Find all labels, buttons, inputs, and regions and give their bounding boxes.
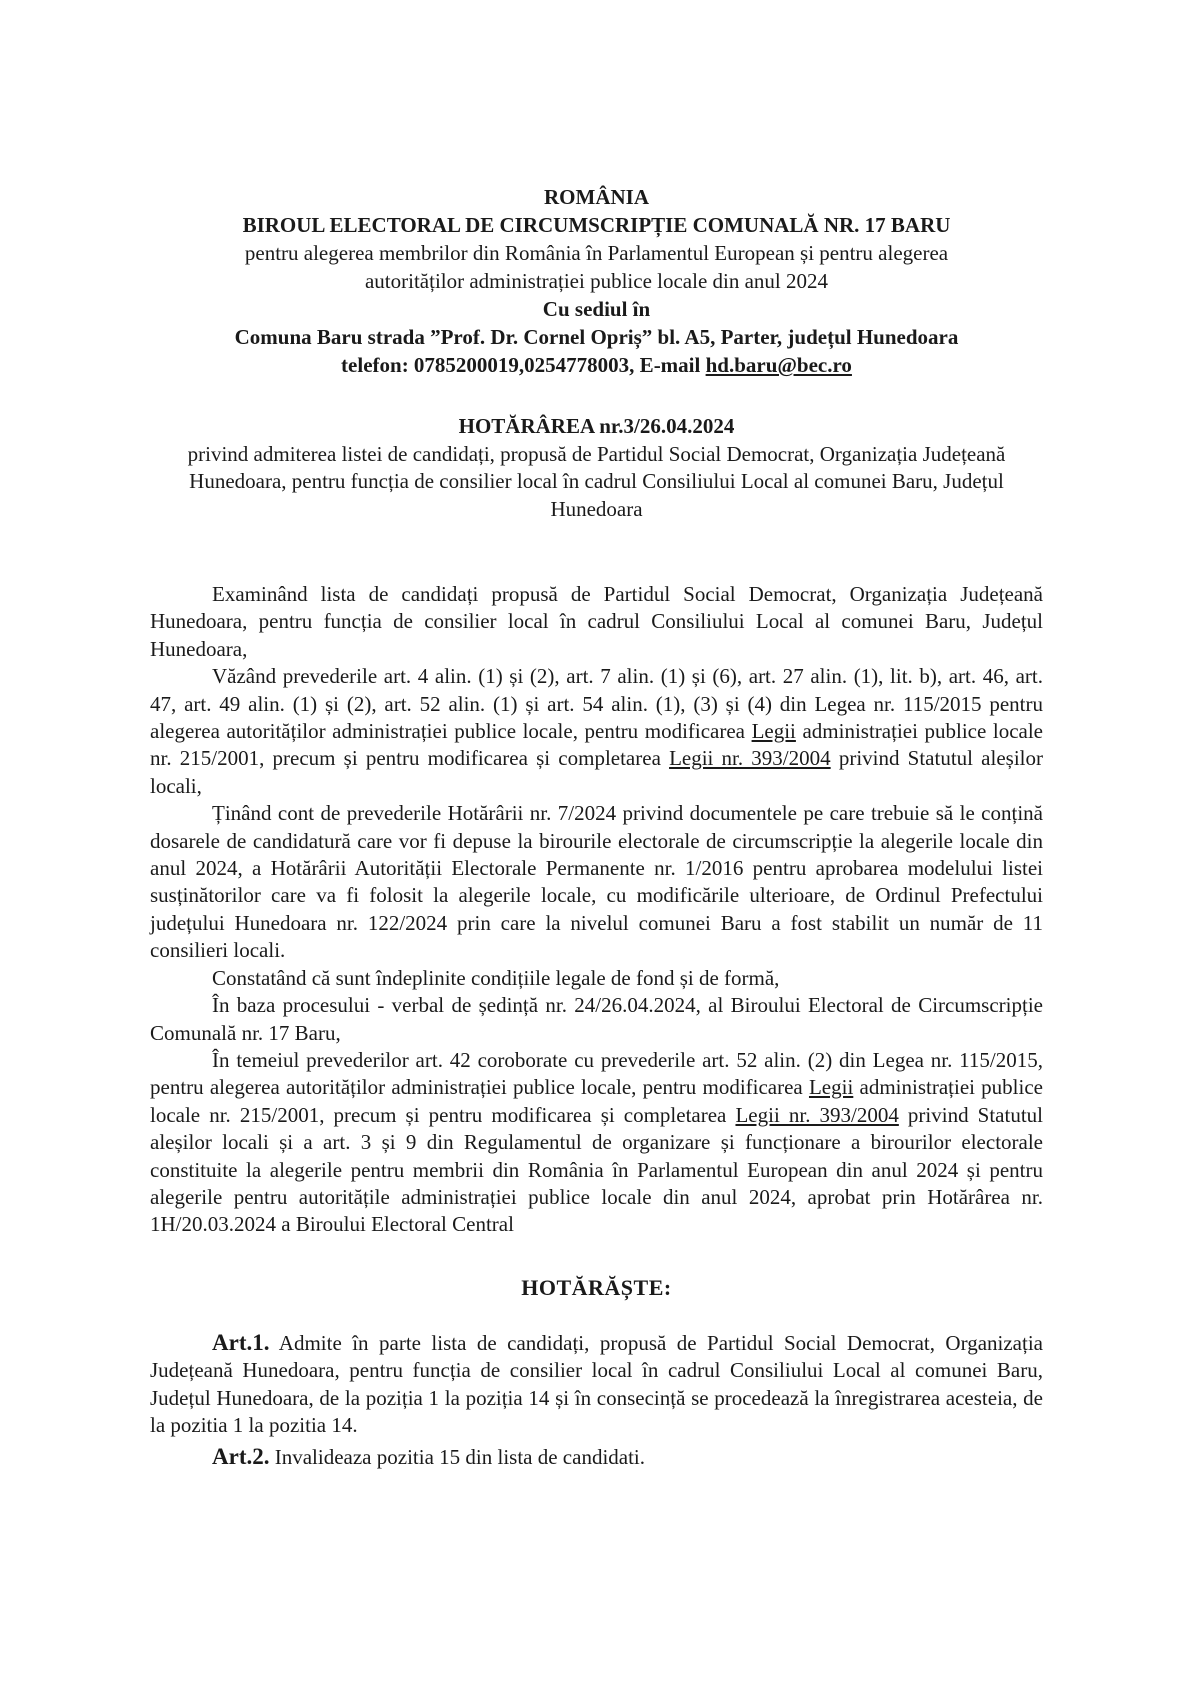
- decision-body: [150, 581, 1043, 1239]
- office-purpose-line-1: pentru alegerea membrilor din România în Parlamentul European și pentru alegerea: [244, 241, 949, 265]
- body-paragraph-examining: Examinând lista de candidați propusă de Partidul Social Democrat, Organizația Județeană Hunedoara, pentru funcția de consilier local în cadrul Consiliului Local al comunei Baru, Județul Hunedoara,: [150, 582, 1043, 661]
- contact-phones: telefon: 0785200019,0254778003, E-mail: [341, 353, 706, 377]
- body-paragraph-considering: Ținând cont de prevederile Hotărârii nr. 7/2024 privind documentele pe care trebuie să le conțină dosarele de candidatură care vor fi depuse la birourile electorale de circumscripție la alegerile locale din anul 2024, a Hotărârii Autorității Electorale Permanente nr. 1/2016 pentru aprobarea modelului listei susținătorilor care va fi folosit la alegerile locale, cu modificările ulterioare, de Ordinul Prefectului județului Hunedoara nr. 122/2024 prin care la nivelul comunei Baru a fost stabilit un număr de 11 consilieri locali.: [150, 801, 1043, 963]
- body-paragraph-conditions: Constatând că sunt îndeplinite condițiile legale de fond și de formă,: [212, 965, 780, 990]
- article-1: [150, 1329, 1043, 1440]
- document-header: [150, 183, 1043, 379]
- law-link[interactable]: Legii nr. 393/2004: [735, 1102, 899, 1127]
- document-page: [150, 183, 1043, 1472]
- law-link[interactable]: Legii: [808, 1075, 854, 1100]
- decision-block: [150, 413, 1043, 523]
- text-segment: privind Statutul aleșilor locali,: [150, 746, 1043, 798]
- decision-title: HOTĂRÂREA nr.3/26.04.2024: [458, 414, 735, 438]
- text-segment: Văzând prevederile art. 4 alin. (1) și (2), art. 7 alin. (1) și (6), art. 27 alin. (1), lit. b), art. 46, art. 47, art. 49 alin. (1) și (2), art. 52 alin. (1) și art. 54 alin. (1), (3) și (4) din Legea nr. 115/2015 pentru alegerea autorităților administrației publice locale, pentru modificarea: [150, 664, 1043, 744]
- country-name: ROMÂNIA: [544, 185, 649, 209]
- decides-heading: HOTĂRĂȘTE:: [521, 1274, 672, 1300]
- law-link[interactable]: Legii nr. 393/2004: [669, 746, 831, 771]
- email-link[interactable]: hd.baru@bec.ro: [705, 353, 852, 377]
- office-contact: [150, 351, 1043, 379]
- text-segment: administrației publice locale nr. 215/2001, precum și pentru modificarea și completarea: [150, 719, 1043, 771]
- text-segment: administrației publice locale nr. 215/2001, precum și pentru modificarea și completarea: [150, 1075, 1043, 1127]
- article-text: Invalideaza pozitia 15 din lista de candidati.: [269, 1445, 646, 1470]
- body-paragraph-minutes: În baza procesului - verbal de ședință nr. 24/26.04.2024, al Biroului Electoral de Circumscripție Comunală nr. 17 Baru,: [150, 993, 1043, 1045]
- seat-label: Cu sediul în: [542, 297, 651, 321]
- text-segment: În temeiul prevederilor art. 42 coroborate cu prevederile art. 52 alin. (2) din Legea nr. 115/2015, pentru alegerea autorităților administrației publice locale, pentru modificarea: [150, 1047, 1043, 1100]
- body-paragraph-provisions: [150, 663, 1043, 800]
- decision-subject: privind admiterea listei de candidați, propusă de Partidul Social Democrat, Organizația Județeană Hunedoara, pentru funcția de consilier local în cadrul Consiliului Local al comunei Baru, Județul Hunedoara: [187, 441, 1006, 521]
- office-name: BIROUL ELECTORAL DE CIRCUMSCRIPȚIE COMUNALĂ NR. 17 BARU: [242, 213, 951, 237]
- article-text: Admite în parte lista de candidați, propusă de Partidul Social Democrat, Organizația Județeană Hunedoara, pentru funcția de consilier local în cadrul Consiliului Local al comunei Baru, Județul Hunedoara, de la poziția 1 la poziția 14 și în consecință se procedează la înregistrarea acesteia, de la pozitia 1 la pozitia 14.: [150, 1330, 1043, 1437]
- article-label: Art.1.: [212, 1329, 270, 1355]
- office-purpose-line-2: autorităților administrației publice locale din anul 2024: [364, 269, 829, 293]
- text-segment: privind Statutul aleșilor locali și a art. 3 și 9 din Regulamentul de organizare și funcționare a birourilor electorale constituite la alegerile pentru membrii din România în Parlamentul European din anul 2024 și pentru alegerile pentru autoritățile administrației publice locale din anul 2024, aprobat prin Hotărârea nr. 1H/20.03.2024 a Biroului Electoral Central: [150, 1102, 1044, 1237]
- article-2: [150, 1443, 1043, 1471]
- office-address: Comuna Baru strada ”Prof. Dr. Cornel Opriș” bl. A5, Parter, județul Hunedoara: [234, 325, 959, 349]
- law-link[interactable]: Legii: [751, 719, 796, 744]
- article-label: Art.2.: [212, 1444, 270, 1470]
- body-paragraph-legal-basis: [150, 1047, 1043, 1239]
